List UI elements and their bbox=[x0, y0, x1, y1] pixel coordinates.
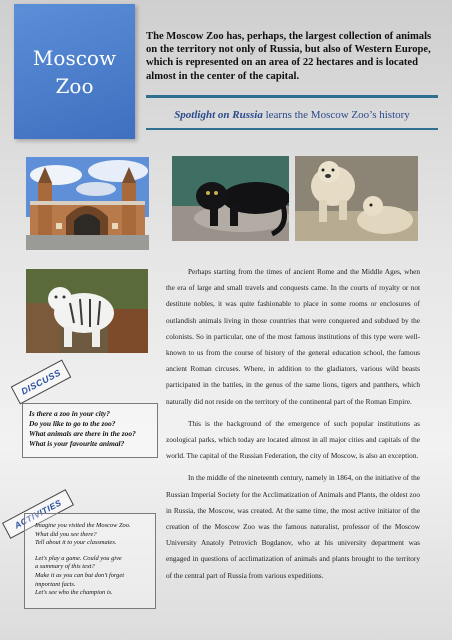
white-tiger-photo bbox=[26, 269, 148, 353]
activities-label: ACTIVITIES bbox=[2, 489, 74, 539]
divider-bottom bbox=[146, 128, 438, 130]
discuss-box bbox=[22, 403, 158, 458]
article-paragraph-2: This is the background of the emergence of such popular institutions as zoological parks, which today are located almost in all major cities and capitals of the world. The capital of the Russian Federation, the city of Moscow, is also an exception. bbox=[166, 418, 420, 461]
activity-line: Make it as you can but don't forget bbox=[35, 571, 124, 579]
activity-line: Imagine you visited the Moscow Zoo. bbox=[35, 522, 131, 529]
activity-line: Let's play a game. Could you give bbox=[35, 554, 122, 562]
activity-line: What did you see there? bbox=[35, 530, 97, 538]
activities-box bbox=[24, 513, 156, 609]
discuss-label: DISCUSS bbox=[11, 360, 72, 405]
activity-line: Let's see who the champion is. bbox=[35, 589, 113, 597]
title-line-2: Zoo bbox=[55, 73, 94, 98]
title-line-1: Moscow bbox=[32, 45, 117, 70]
activity-line: Tell about it to your classmates. bbox=[35, 539, 117, 547]
discuss-question: Is there a zoo in your city? bbox=[29, 409, 110, 418]
spotlight-line bbox=[146, 109, 438, 121]
activity-line: a summary of this text? bbox=[35, 563, 95, 571]
divider-top bbox=[146, 95, 438, 98]
zoo-gate-photo bbox=[26, 157, 149, 250]
activity-gap bbox=[35, 548, 149, 555]
spotlight-rest: learns the Moscow Zoo’s history bbox=[262, 109, 410, 121]
discuss-question: Do you like to go to the zoo? bbox=[29, 419, 116, 428]
title-block bbox=[14, 4, 135, 139]
activity-line: important facts. bbox=[35, 580, 76, 588]
discuss-question: What animals are there in the zoo? bbox=[29, 429, 136, 438]
article-paragraph-3: In the middle of the nineteenth century, namely in 1864, on the initiative of the Russian Imperial Society for the Acclimatization of Animals and Plants, the oldest zoo in Russia, the Moscow, was created. At the same time, the most active initiator of the creation of the Moscow Zoo was the famous naturalist, professor of the Moscow University Anatoly Petrovich Bogdanov, who at his university department was engaged in questions of acclimatization of animals and plants brought to the territory of the central part of Russia from various expeditions. bbox=[166, 473, 420, 580]
spotlight-emphasis: Spotlight on Russia bbox=[174, 109, 263, 121]
article-body bbox=[166, 264, 420, 590]
intro-text: The Moscow Zoo has, perhaps, the largest collection of animals on the territory not only of Russia, but also of Western Europe, which is represented on an area of 22 hectares and is located almost in the center of the capital. bbox=[146, 31, 432, 82]
article-paragraph-1: Perhaps starting from the times of ancient Rome and the Middle Ages, when the era of large and small travels and conquests came. In the courts of royalty or not destitute nobles, it was quite fashionable to place in some rooms or enclosures of outlandish animals living in those countries that were conquered and subdued by the colonists. So in particular, one of the most famous institutions of this type were well-known to us from the course of history of the general education school, the famous ancient Roman circuses. Where, in addition to the gladiators, various wild beasts participated in the battles, in the genus of the same lions, tigers and panthers, which naturally did not reside on the territory of the continental part of the Roman Empire. bbox=[166, 267, 420, 406]
discuss-question: What is your favourite animal? bbox=[29, 439, 125, 448]
panther-photo bbox=[172, 156, 289, 241]
polar-bears-photo bbox=[295, 156, 418, 241]
